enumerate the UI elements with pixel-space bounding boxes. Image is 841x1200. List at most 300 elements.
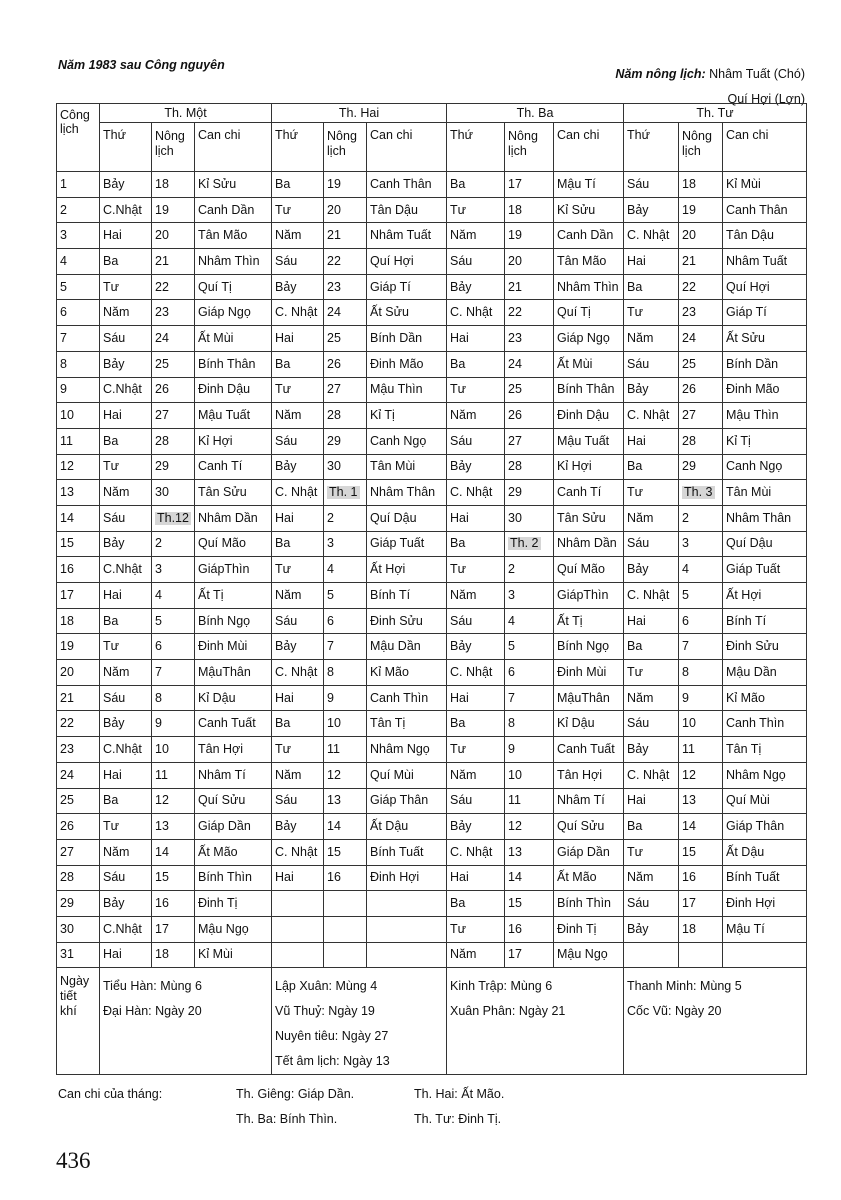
canchi-cell: Mậu Tí	[723, 916, 807, 942]
weekday-cell: Bảy	[272, 634, 324, 660]
canchi-cell: Bính Tí	[367, 583, 447, 609]
lunar-cell: 18	[505, 197, 554, 223]
lunar-cell: 28	[152, 428, 195, 454]
canchi-cell: Tân Sửu	[554, 505, 624, 531]
weekday-cell: Hai	[447, 865, 505, 891]
lunar-cell: 5	[679, 583, 723, 609]
canchi-cell: Nhâm Tuất	[367, 223, 447, 249]
lunar-cell: 2	[679, 505, 723, 531]
canchi-cell: Mậu Dần	[723, 660, 807, 686]
canchi-cell: Tân Dậu	[367, 197, 447, 223]
weekday-cell: Tư	[447, 197, 505, 223]
weekday-cell: Bảy	[624, 197, 679, 223]
weekday-cell	[272, 891, 324, 917]
solar-term-item: Lập Xuân: Mùng 4	[275, 979, 378, 994]
weekday-cell: Tư	[100, 634, 152, 660]
weekday-cell: Ba	[624, 814, 679, 840]
table-row	[57, 197, 807, 223]
lunar-year-value: Nhâm Tuất (Chó)	[709, 67, 805, 81]
canchi-cell: Mậu Thìn	[723, 403, 807, 429]
canchi-cell: Đinh Hợi	[367, 865, 447, 891]
day-cell: 8	[57, 351, 100, 377]
canchi-cell: Tân Mão	[195, 223, 272, 249]
canchi-cell: Bính Dần	[723, 351, 807, 377]
sub-header-lunar: Nông lịch	[505, 123, 554, 172]
lunar-cell: 21	[324, 223, 367, 249]
weekday-cell: Tư	[100, 454, 152, 480]
weekday-cell: Bảy	[624, 916, 679, 942]
weekday-cell	[272, 916, 324, 942]
table-row	[57, 839, 807, 865]
canchi-cell: Đinh Tị	[195, 891, 272, 917]
canchi-cell: Canh Dần	[554, 223, 624, 249]
month-header: Th. Hai	[272, 104, 447, 123]
month-header: Th. Ba	[447, 104, 624, 123]
canchi-cell: Nhâm Tí	[554, 788, 624, 814]
canchi-cell: Đinh Mùi	[554, 660, 624, 686]
lunar-cell: 12	[505, 814, 554, 840]
weekday-cell: C.Nhật	[100, 197, 152, 223]
day-cell: 4	[57, 249, 100, 275]
lunar-cell: 27	[324, 377, 367, 403]
lunar-year-line2: Quí Hợi (Lợn)	[727, 92, 805, 106]
canchi-cell: Kỉ Mão	[367, 660, 447, 686]
table-row	[57, 326, 807, 352]
lunar-cell	[505, 531, 554, 557]
weekday-cell: Tư	[447, 737, 505, 763]
weekday-cell: Năm	[100, 839, 152, 865]
weekday-cell: Sáu	[272, 788, 324, 814]
canchi-cell: Quí Mùi	[723, 788, 807, 814]
canchi-cell: Bính Tí	[723, 608, 807, 634]
lunar-cell: 18	[679, 172, 723, 198]
canchi-cell: Mậu Ngọ	[554, 942, 624, 968]
day-cell: 6	[57, 300, 100, 326]
day-cell: 3	[57, 223, 100, 249]
lunar-cell	[679, 480, 723, 506]
weekday-cell: Bảy	[272, 274, 324, 300]
lunar-cell: 29	[324, 428, 367, 454]
canchi-cell: Mậu Tuất	[554, 428, 624, 454]
lunar-cell: 15	[152, 865, 195, 891]
day-cell: 22	[57, 711, 100, 737]
weekday-cell: C. Nhật	[272, 839, 324, 865]
canchi-cell: Bính Tuất	[367, 839, 447, 865]
weekday-cell: Sáu	[624, 711, 679, 737]
canchi-cell: Giáp Tuất	[367, 531, 447, 557]
solar-term-item: Nuyên tiêu: Ngày 27	[275, 1029, 389, 1044]
lunar-cell: 22	[324, 249, 367, 275]
lunar-cell: 14	[505, 865, 554, 891]
weekday-cell: Hai	[100, 942, 152, 968]
weekday-cell: C. Nhật	[272, 660, 324, 686]
table-row	[57, 865, 807, 891]
weekday-cell: Hai	[447, 505, 505, 531]
weekday-cell: Ba	[447, 172, 505, 198]
lunar-cell: 9	[505, 737, 554, 763]
lunar-cell: 5	[152, 608, 195, 634]
lunar-cell: 29	[505, 480, 554, 506]
lunar-cell: 7	[505, 685, 554, 711]
lunar-cell: 19	[324, 172, 367, 198]
lunar-cell: 13	[679, 788, 723, 814]
lunar-month-start: Th. 1	[329, 485, 358, 500]
lunar-month-start: Th. 2	[510, 536, 539, 551]
canchi-cell: Bính Thân	[195, 351, 272, 377]
canchi-cell: Nhâm Tuất	[723, 249, 807, 275]
solar-terms-cell	[272, 968, 447, 1075]
canchi-cell: Giáp Ngọ	[195, 300, 272, 326]
lunar-cell	[324, 916, 367, 942]
lunar-cell: 19	[152, 197, 195, 223]
table-row	[57, 377, 807, 403]
canchi-cell: Nhâm Dần	[195, 505, 272, 531]
solar-terms-cell	[100, 968, 272, 1075]
lunar-cell: 4	[152, 583, 195, 609]
lunar-cell: 23	[679, 300, 723, 326]
footer-month4: Th. Tư: Đinh Tị.	[414, 1112, 502, 1126]
canchi-cell: Kỉ Hợi	[554, 454, 624, 480]
lunar-cell: 2	[324, 505, 367, 531]
canchi-cell: Bính Ngọ	[195, 608, 272, 634]
lunar-cell: 3	[679, 531, 723, 557]
lunar-cell: 25	[152, 351, 195, 377]
weekday-cell: Hai	[100, 762, 152, 788]
canchi-cell: MậuThân	[195, 660, 272, 686]
lunar-cell: 26	[152, 377, 195, 403]
solar-terms-cell	[447, 968, 624, 1075]
weekday-cell: Sáu	[447, 788, 505, 814]
canchi-cell: Quí Dậu	[723, 531, 807, 557]
lunar-cell	[679, 942, 723, 968]
weekday-cell: Tư	[272, 737, 324, 763]
sub-header-lunar: Nông lịch	[324, 123, 367, 172]
day-cell: 27	[57, 839, 100, 865]
canchi-cell: Canh Ngọ	[367, 428, 447, 454]
canchi-cell: Canh Dần	[195, 197, 272, 223]
day-cell: 24	[57, 762, 100, 788]
lunar-cell: 25	[679, 351, 723, 377]
table-row	[57, 891, 807, 917]
lunar-cell: 10	[679, 711, 723, 737]
weekday-cell: Bảy	[624, 557, 679, 583]
weekday-cell: Tư	[624, 480, 679, 506]
canchi-cell: Đinh Mùi	[195, 634, 272, 660]
canchi-cell: Ất Mão	[554, 865, 624, 891]
table-row	[57, 454, 807, 480]
weekday-cell: Ba	[272, 172, 324, 198]
weekday-cell: Năm	[272, 403, 324, 429]
weekday-cell: Bảy	[272, 454, 324, 480]
weekday-cell: Bảy	[100, 531, 152, 557]
lunar-cell: 30	[505, 505, 554, 531]
weekday-cell: Ba	[624, 274, 679, 300]
lunar-cell: 28	[679, 428, 723, 454]
lunar-cell: 19	[505, 223, 554, 249]
canchi-cell: Bính Thân	[554, 377, 624, 403]
canchi-cell: Đinh Dậu	[195, 377, 272, 403]
lunar-cell: 12	[324, 762, 367, 788]
lunar-cell: 4	[505, 608, 554, 634]
table-row	[57, 711, 807, 737]
weekday-cell: Ba	[624, 454, 679, 480]
canchi-cell: Kỉ Tị	[367, 403, 447, 429]
weekday-cell: Bảy	[447, 634, 505, 660]
table-row	[57, 351, 807, 377]
day-cell: 10	[57, 403, 100, 429]
day-cell: 30	[57, 916, 100, 942]
table-row	[57, 583, 807, 609]
lunar-cell: 12	[152, 788, 195, 814]
lunar-cell: 11	[324, 737, 367, 763]
canchi-cell	[367, 942, 447, 968]
day-cell: 31	[57, 942, 100, 968]
lunar-cell: 14	[679, 814, 723, 840]
lunar-cell: 25	[324, 326, 367, 352]
table-row	[57, 223, 807, 249]
weekday-cell: Ba	[447, 351, 505, 377]
canchi-cell: GiápThìn	[554, 583, 624, 609]
day-cell: 5	[57, 274, 100, 300]
lunar-month-start: Th.12	[157, 510, 189, 525]
weekday-cell: Ba	[100, 788, 152, 814]
lunar-year-label: Năm nông lịch:	[615, 67, 706, 81]
weekday-cell: C. Nhật	[447, 300, 505, 326]
weekday-cell	[624, 942, 679, 968]
weekday-cell: Năm	[624, 865, 679, 891]
weekday-cell: Năm	[624, 326, 679, 352]
weekday-cell: Năm	[624, 685, 679, 711]
canchi-cell: Ất Tị	[195, 583, 272, 609]
canchi-cell: Canh Tí	[554, 480, 624, 506]
lunar-cell: 23	[152, 300, 195, 326]
weekday-cell: Tư	[272, 197, 324, 223]
canchi-cell: Kỉ Tị	[723, 428, 807, 454]
weekday-cell: Sáu	[100, 685, 152, 711]
lunar-cell: 12	[679, 762, 723, 788]
canchi-cell: Canh Thân	[367, 172, 447, 198]
table-row	[57, 608, 807, 634]
table-row	[57, 737, 807, 763]
weekday-cell: Sáu	[100, 326, 152, 352]
weekday-cell: Ba	[624, 634, 679, 660]
lunar-cell: 23	[324, 274, 367, 300]
lunar-cell: 20	[152, 223, 195, 249]
weekday-cell: C. Nhật	[447, 839, 505, 865]
lunar-cell: 20	[324, 197, 367, 223]
canchi-cell: Đinh Dậu	[554, 403, 624, 429]
weekday-cell: Ba	[447, 531, 505, 557]
table-row	[57, 814, 807, 840]
day-cell: 14	[57, 505, 100, 531]
canchi-cell: Giáp Dần	[554, 839, 624, 865]
weekday-cell: Sáu	[624, 172, 679, 198]
lunar-cell: 14	[152, 839, 195, 865]
weekday-cell: Sáu	[100, 505, 152, 531]
canchi-cell: Giáp Tí	[723, 300, 807, 326]
canchi-cell: Quí Mão	[195, 531, 272, 557]
weekday-cell: Hai	[272, 685, 324, 711]
lunar-cell: 11	[505, 788, 554, 814]
lunar-cell: 20	[679, 223, 723, 249]
weekday-cell: Năm	[447, 762, 505, 788]
canchi-cell: Tân Tị	[367, 711, 447, 737]
weekday-cell: Sáu	[272, 608, 324, 634]
table-row	[57, 428, 807, 454]
lunar-cell: 28	[505, 454, 554, 480]
canchi-cell: Quí Mùi	[367, 762, 447, 788]
month-header: Th. Một	[100, 104, 272, 123]
table-row	[57, 942, 807, 968]
canchi-cell: Bính Dần	[367, 326, 447, 352]
table-row	[57, 300, 807, 326]
lunar-cell: 20	[505, 249, 554, 275]
weekday-cell: Hai	[624, 788, 679, 814]
lunar-cell: 27	[152, 403, 195, 429]
solar-term-item: Cốc Vũ: Ngày 20	[627, 1004, 722, 1019]
lunar-cell: 26	[324, 351, 367, 377]
weekday-cell: Năm	[272, 583, 324, 609]
lunar-cell: 8	[152, 685, 195, 711]
lunar-cell: 14	[324, 814, 367, 840]
lunar-cell: 8	[505, 711, 554, 737]
canchi-cell: Giáp Ngọ	[554, 326, 624, 352]
day-cell: 29	[57, 891, 100, 917]
weekday-cell: Hai	[624, 428, 679, 454]
lunar-cell: 22	[679, 274, 723, 300]
weekday-cell: Năm	[100, 660, 152, 686]
table-row	[57, 916, 807, 942]
canchi-cell: Quí Dậu	[367, 505, 447, 531]
day-cell: 17	[57, 583, 100, 609]
lunar-cell: 3	[505, 583, 554, 609]
weekday-cell: Năm	[624, 505, 679, 531]
weekday-cell: Ba	[100, 249, 152, 275]
lunar-cell: 8	[324, 660, 367, 686]
weekday-cell: Tư	[624, 300, 679, 326]
canchi-cell: Tân Hợi	[195, 737, 272, 763]
canchi-cell: Đinh Sửu	[367, 608, 447, 634]
lunar-cell: 10	[152, 737, 195, 763]
lunar-cell	[324, 480, 367, 506]
weekday-cell: Ba	[272, 531, 324, 557]
weekday-cell: Năm	[447, 583, 505, 609]
lunar-cell: 2	[505, 557, 554, 583]
lunar-cell: 24	[679, 326, 723, 352]
canchi-cell: Ất Mùi	[195, 326, 272, 352]
day-cell: 25	[57, 788, 100, 814]
page-header-left: Năm 1983 sau Công nguyên	[58, 58, 225, 72]
day-cell: 11	[57, 428, 100, 454]
canchi-cell: Mậu Dần	[367, 634, 447, 660]
canchi-cell: Giáp Tuất	[723, 557, 807, 583]
table-row	[57, 762, 807, 788]
lunar-cell: 17	[505, 942, 554, 968]
sub-header-weekday: Thứ	[272, 123, 324, 172]
lunar-cell: 21	[679, 249, 723, 275]
solar-term-item: Vũ Thuỷ: Ngày 19	[275, 1004, 375, 1019]
weekday-cell: Năm	[447, 223, 505, 249]
lunar-cell: 5	[324, 583, 367, 609]
weekday-cell: Hai	[272, 865, 324, 891]
canchi-cell: Đinh Mão	[367, 351, 447, 377]
lunar-cell: 9	[152, 711, 195, 737]
canchi-cell: Canh Tuất	[195, 711, 272, 737]
lunar-cell: 15	[505, 891, 554, 917]
weekday-cell: Tư	[447, 377, 505, 403]
weekday-cell: C. Nhật	[624, 403, 679, 429]
canchi-cell: Nhâm Dần	[554, 531, 624, 557]
canchi-cell: Mậu Tí	[554, 172, 624, 198]
weekday-cell: Sáu	[447, 249, 505, 275]
canchi-cell: Giáp Dần	[195, 814, 272, 840]
day-cell: 20	[57, 660, 100, 686]
weekday-cell: Sáu	[624, 891, 679, 917]
weekday-cell: Bảy	[447, 274, 505, 300]
weekday-cell: Bảy	[100, 711, 152, 737]
day-cell: 21	[57, 685, 100, 711]
table-row	[57, 172, 807, 198]
canchi-cell: Tân Mùi	[723, 480, 807, 506]
sub-header-lunar: Nông lịch	[679, 123, 723, 172]
lunar-cell: 7	[679, 634, 723, 660]
canchi-cell: Canh Thìn	[367, 685, 447, 711]
weekday-cell: Sáu	[624, 531, 679, 557]
lunar-cell	[152, 505, 195, 531]
weekday-cell: Tư	[272, 557, 324, 583]
canchi-cell: Nhâm Thìn	[195, 249, 272, 275]
day-cell: 15	[57, 531, 100, 557]
weekday-cell: Tư	[624, 839, 679, 865]
lunar-cell: 21	[152, 249, 195, 275]
weekday-cell: Ba	[100, 608, 152, 634]
table-row	[57, 531, 807, 557]
weekday-cell: Hai	[624, 608, 679, 634]
canchi-cell: Đinh Mão	[723, 377, 807, 403]
canchi-cell	[367, 916, 447, 942]
canchi-cell: Mậu Thìn	[367, 377, 447, 403]
canchi-cell: Bính Tuất	[723, 865, 807, 891]
lunar-cell: 6	[152, 634, 195, 660]
day-cell: 13	[57, 480, 100, 506]
canchi-cell: Quí Hợi	[723, 274, 807, 300]
table-row	[57, 480, 807, 506]
lunar-cell: 26	[505, 403, 554, 429]
day-cell: 23	[57, 737, 100, 763]
lunar-cell: 18	[679, 916, 723, 942]
canchi-cell: Mậu Tuất	[195, 403, 272, 429]
canchi-cell: Kỉ Dậu	[554, 711, 624, 737]
lunar-cell: 19	[679, 197, 723, 223]
weekday-cell: Hai	[100, 403, 152, 429]
solar-term-item: Tiểu Hàn: Mùng 6	[103, 979, 202, 994]
canchi-cell: Bính Ngọ	[554, 634, 624, 660]
weekday-cell: Tư	[447, 557, 505, 583]
lunar-cell: 6	[505, 660, 554, 686]
weekday-cell: Năm	[447, 942, 505, 968]
lunar-cell: 25	[505, 377, 554, 403]
canchi-cell: Mậu Ngọ	[195, 916, 272, 942]
lunar-cell: 17	[679, 891, 723, 917]
weekday-cell: Bảy	[100, 351, 152, 377]
lunar-cell: 28	[324, 403, 367, 429]
canchi-cell: Ất Sửu	[367, 300, 447, 326]
canchi-cell: Ất Hợi	[723, 583, 807, 609]
calendar-table	[56, 103, 807, 1075]
footer-month1: Th. Giêng: Giáp Dần.	[236, 1087, 355, 1101]
lunar-cell: 30	[152, 480, 195, 506]
weekday-cell: C.Nhật	[100, 916, 152, 942]
